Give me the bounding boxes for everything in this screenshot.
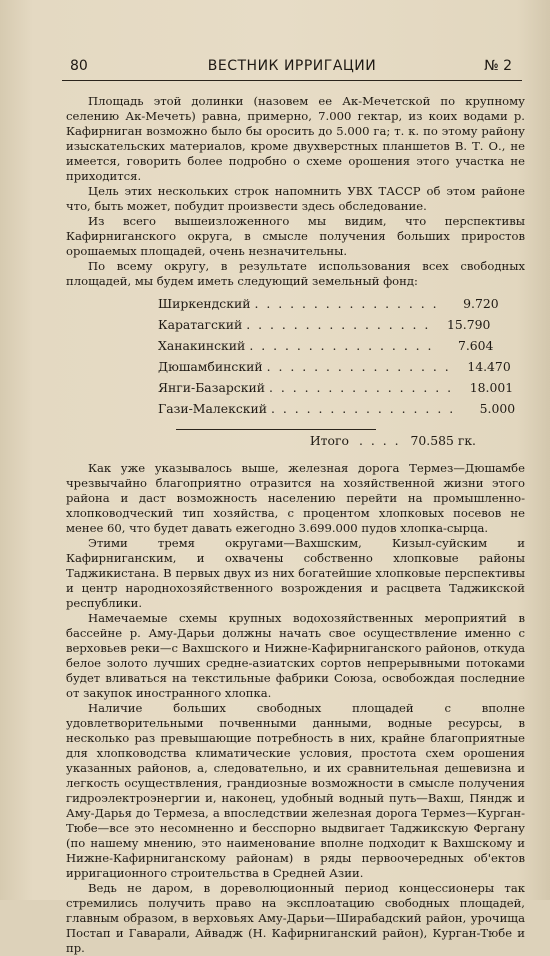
leader-dots: . . . . . . . . . . . . . . . .	[246, 317, 431, 332]
district-value: 7.604	[457, 338, 494, 353]
district-value: 5.000	[479, 401, 516, 416]
leader-dots: . . . . . . . . . . . . . . . .	[249, 338, 434, 353]
article-body	[66, 94, 525, 956]
table-row	[158, 356, 511, 377]
paragraph: По всему округу, в результате использования всех свободных площадей, мы будем иметь следующий земельный фонд:	[66, 259, 525, 288]
district-value: 15.790	[446, 317, 491, 332]
page-number: 80	[70, 58, 88, 74]
leader-dots: . . . . . . . . . . . . . . . .	[271, 401, 456, 416]
issue-number: № 2	[484, 58, 512, 74]
district-value: 18.001	[469, 380, 514, 395]
leader-dots: . . . . . . . . . . . . . . . .	[268, 380, 454, 395]
district-name: Гази-Малекский	[158, 401, 268, 416]
district-name: Ширкендский	[158, 296, 251, 311]
running-header	[62, 58, 522, 81]
paragraph: Как уже указывалось выше, железная дорога Термез—Дюшамбе чрезвычайно благоприятно отразится на хозяйственной жизни этого района и даст возможность населению перейти на промышленно-хлопководческий тип хозяйства, с процентом хлопковых посевов не менее 60, что будет давать ежегодно 3.699.000 пудов хлопка-сырца.	[66, 461, 525, 535]
paragraph: Этими тремя округами—Вахшским, Кизыл-суйским и Кафирниганским, и охвачены собственно хлопковые районы Таджикистана. В первых двух из них богатейшие хлопковые перспективы и центр народнохозяйственного возрождения и расцвета Таджикской республики.	[66, 536, 525, 610]
total-row	[158, 432, 476, 450]
total-label: Итого	[309, 433, 349, 448]
district-value: 9.720	[463, 296, 499, 311]
paragraph: Из всего вышеизложенного мы видим, что перспективы Кафирниганского округа, в смысле получения больших приростов орошаемых площадей, очень незначительны.	[66, 214, 525, 258]
paragraph: Наличие больших свободных площадей с вполне удовлетворительными почвенными данными, водные ресурсы, в несколько раз превышающие потребность в них, крайне благоприятные для хлопководства климатические условия, простота схем орошения указанных районов, а, следовательно, и их сравнительная дешевизна и легкость осуществления, грандиозные возможности в смысле получения гидроэлектроэнергии и, наконец, удобный водный путь—Вахш, Пяндж и Аму-Дарья до Термеза, а впоследствии железная дорога Термез—Курган-Тюбе—все это несомненно и бесспорно выдвигает Таджикскую Фергану (по нашему мнению, это наименование вполне подходит к Вахшскому и Нижне-Кафирниганскому районам) в ряды первоочередных об'ектов ирригационного строительства в Средней Азии.	[66, 701, 525, 880]
district-name: Ханакинский	[158, 338, 246, 353]
total-value: 70.585 гк.	[410, 433, 476, 448]
table-row	[158, 293, 499, 314]
table-row	[158, 314, 491, 335]
leader-dots: . . . .	[358, 433, 401, 448]
district-name: Дюшамбинский	[158, 359, 263, 374]
leader-dots: . . . . . . . . . . . . . . . .	[266, 359, 451, 374]
table-row	[158, 335, 494, 356]
land-fund-table	[158, 293, 516, 419]
journal-title: ВЕСТНИК ИРРИГАЦИИ	[207, 58, 377, 74]
district-name: Каратагский	[158, 317, 243, 332]
leader-dots: . . . . . . . . . . . . . . . .	[254, 296, 439, 311]
district-name: Янги-Базарский	[158, 380, 265, 395]
sum-rule	[176, 429, 376, 430]
paragraph: Намечаемые схемы крупных водохозяйственных мероприятий в бассейне р. Аму-Дарьи должны начать свое осуществление именно с верховьев реки—с Вахшского и Нижне-Кафирниганского районов, откуда белое золото лучших средне-азиатских сортов непрерывными потоками будет вливаться на текстильные фабрики Союза, освобождая последние от закупок иностранного хлопка.	[66, 611, 525, 700]
district-value: 14.470	[467, 359, 511, 374]
paragraph: Цель этих нескольких строк напомнить УВХ ТАССР об этом районе что, быть может, побудит произвести здесь обследование.	[66, 184, 525, 213]
paragraph: Ведь не даром, в дореволюционный период концессионеры так стремились получить право на эксплоатацию свободных площадей, главным образом, в верховьях Аму-Дарьи—Ширабадский район, урочища Постап и Гаварали, Айвадж (Н. Кафирниганский район), Курган-Тюбе и пр.	[66, 881, 525, 955]
table-row	[158, 377, 514, 398]
paragraph: Площадь этой долинки (назовем ее Ак-Мечетской по крупному селению Ак-Мечеть) равна, примерно, 7.000 гектар, из коих водами р. Кафирниган возможно было бы оросить до 5.000 га; т. к. по этому району изыскательских материалов, кроме двухверстных планшетов В. Т. О., не имеется, говорить более подробно о схеме орошения этого участка не приходится.	[66, 94, 525, 183]
table-row	[158, 398, 516, 419]
